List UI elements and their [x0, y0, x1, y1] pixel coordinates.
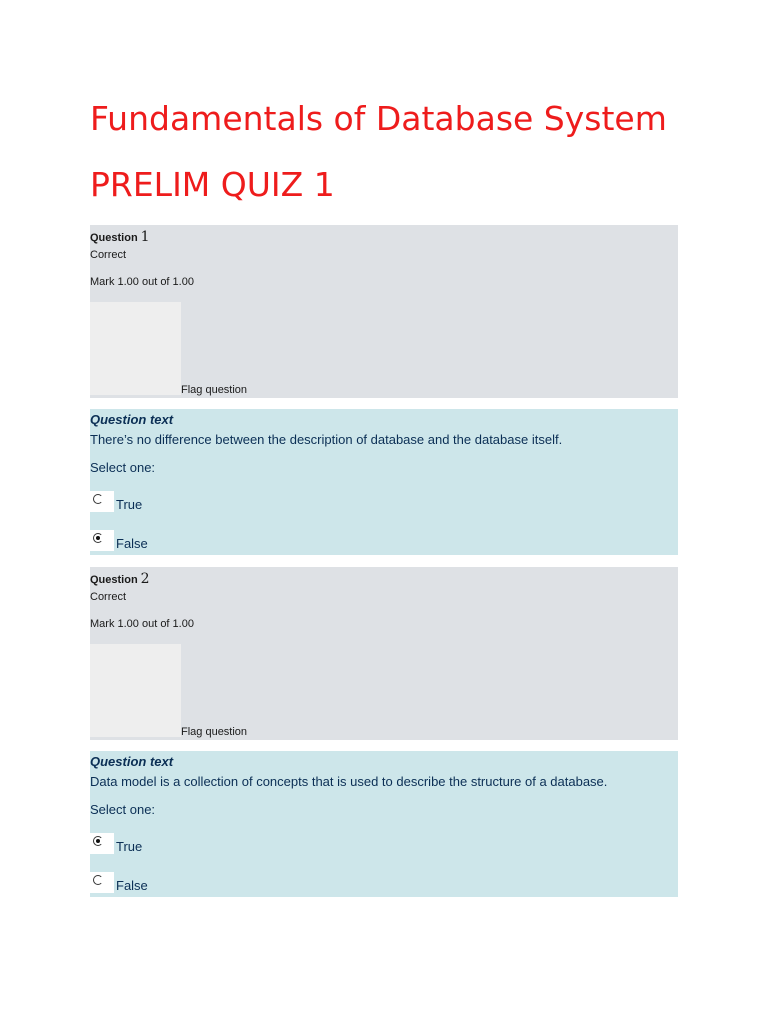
question-2-text: Data model is a collection of concepts that is used to describe the structure of a database.	[90, 774, 608, 789]
question-label-text: Question	[90, 232, 138, 244]
radio-checked-icon[interactable]	[93, 533, 103, 543]
document-title: Fundamentals of Database System	[90, 99, 667, 138]
question-number: 2	[140, 571, 150, 587]
question-1-mark: Mark 1.00 out of 1.00	[90, 276, 194, 288]
question-1-info	[90, 225, 678, 398]
question-2-option-false[interactable]	[90, 872, 290, 896]
option-label: True	[116, 839, 143, 854]
question-1-text: There’s no difference between the description of database and the database itself.	[90, 432, 563, 447]
question-1-text-heading: Question text	[90, 412, 174, 427]
radio-unchecked-icon[interactable]	[93, 494, 103, 504]
question-1-select-prompt: Select one:	[90, 460, 156, 475]
question-2-mark: Mark 1.00 out of 1.00	[90, 618, 194, 630]
question-2-info	[90, 567, 678, 740]
question-1-label	[90, 229, 150, 245]
question-1-option-false[interactable]	[90, 530, 290, 554]
flag-icon[interactable]	[90, 644, 181, 737]
question-2-content	[90, 751, 678, 897]
option-label: True	[116, 497, 143, 512]
question-2-flag-question[interactable]: Flag question	[181, 726, 248, 738]
option-label: False	[116, 536, 148, 551]
question-2-text-heading: Question text	[90, 754, 174, 769]
flag-icon[interactable]	[90, 302, 181, 395]
question-2-option-true[interactable]	[90, 833, 290, 857]
question-1-flag-question[interactable]: Flag question	[181, 384, 248, 396]
quiz-title: PRELIM QUIZ 1	[90, 165, 335, 204]
option-label: False	[116, 878, 148, 893]
question-2-state: Correct	[90, 591, 127, 603]
radio-unchecked-icon[interactable]	[93, 875, 103, 885]
question-1-state: Correct	[90, 249, 127, 261]
question-2-label	[90, 571, 150, 587]
question-number: 1	[140, 229, 150, 245]
question-1-option-true[interactable]	[90, 491, 290, 515]
radio-checked-icon[interactable]	[93, 836, 103, 846]
question-1-content	[90, 409, 678, 555]
question-2-select-prompt: Select one:	[90, 802, 156, 817]
question-label-text: Question	[90, 574, 138, 586]
